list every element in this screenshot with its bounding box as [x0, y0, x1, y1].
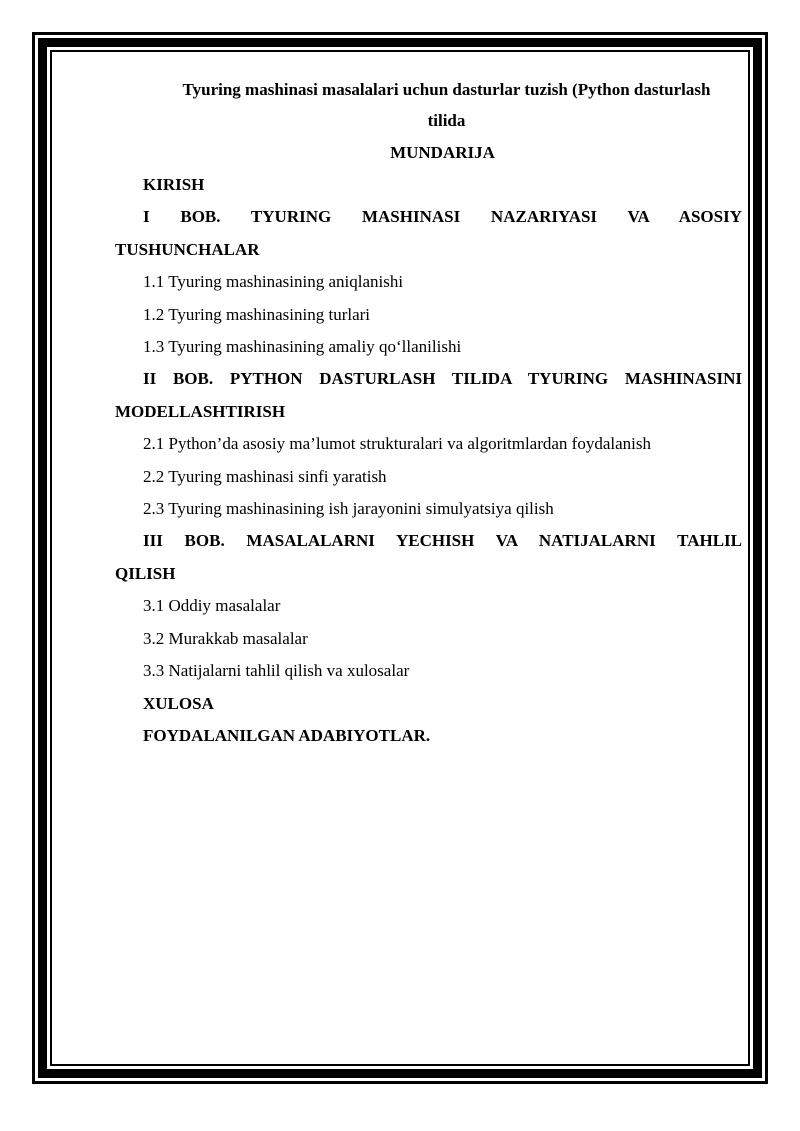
document-content — [115, 74, 742, 752]
toc-section-1-2: 1.2 Tyuring mashinasining turlari — [143, 304, 371, 324]
document-title-continued: tilida — [427, 111, 466, 130]
toc-section-3-3: 3.3 Natijalarni tahlil qilish va xulosalar — [143, 661, 410, 681]
toc-section-1-3: 1.3 Tyuring mashinasining amaliy qo‘llanilishi — [143, 337, 462, 357]
toc-chapter-1-title-continued: TUSHUNCHALAR — [115, 239, 260, 259]
toc-section-1-1: 1.1 Tyuring mashinasining aniqlanishi — [143, 272, 404, 292]
toc-section-2-2: 2.2 Tyuring mashinasi sinfi yaratish — [143, 466, 387, 486]
toc-chapter-2-title-continued: MODELLASHTIRISH — [115, 401, 286, 421]
document-title: Tyuring mashinasi masalalari uchun dasturlar tuzish (Python dasturlash — [182, 80, 711, 99]
toc-conclusion: XULOSA — [143, 693, 214, 713]
toc-intro: KIRISH — [143, 175, 205, 194]
toc-chapter-1-title: I BOB. TYURING MASHINASI NAZARIYASI VA ASOSIY — [143, 207, 742, 227]
toc-section-2-3: 2.3 Tyuring mashinasining ish jarayonini simulyatsiya qilish — [143, 499, 554, 519]
toc-section-3-2: 3.2 Murakkab masalalar — [143, 628, 308, 648]
toc-chapter-2-title: II BOB. PYTHON DASTURLASH TILIDA TYURING MASHINASINI — [143, 369, 742, 389]
toc-chapter-3-title: III BOB. MASALALARNI YECHISH VA NATIJALARNI TAHLIL — [143, 531, 742, 551]
toc-section-3-1: 3.1 Oddiy masalalar — [143, 596, 281, 616]
contents-heading: MUNDARIJA — [390, 143, 495, 162]
toc-references: FOYDALANILGAN ADABIYOTLAR. — [143, 725, 431, 745]
toc-chapter-3-title-continued: QILISH — [115, 563, 176, 583]
toc-section-2-1: 2.1 Python’da asosiy ma’lumot strukturalari va algoritmlardan foydalanish — [143, 434, 651, 454]
